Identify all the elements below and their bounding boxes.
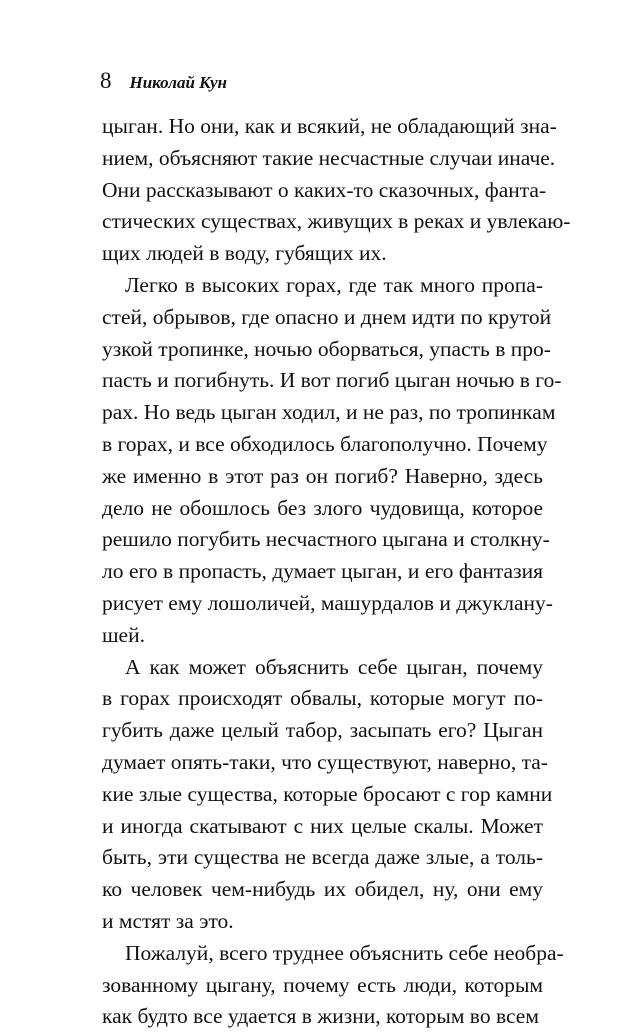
text-line: и мстят за это.	[102, 908, 234, 933]
running-head	[100, 66, 227, 96]
text-line: рах. Но ведь цыган ходил, и не раз, по тропинкам	[102, 400, 556, 425]
paragraph	[102, 111, 571, 270]
text-line: как будто все удается в жизни, которым во всем	[102, 1004, 539, 1029]
paragraph	[102, 652, 553, 938]
text-line: цыган. Но они, как и всякий, не обладающий зна-	[102, 114, 557, 138]
text-line: же именно в этот раз он погиб? Наверно, здесь	[102, 463, 543, 488]
page-number: 8	[100, 68, 112, 93]
text-line: щих людей в воду, губящих их.	[102, 241, 387, 266]
text-line: в горах происходят обвалы, которые могут по-	[102, 686, 543, 711]
text-line: ло его в пропасть, думает цыган, и его фантазия	[102, 559, 543, 584]
text-line: думает опять-таки, что существуют, наверно, та-	[102, 749, 548, 774]
text-line: шей.	[102, 622, 145, 647]
text-line: Пожалуй, всего труднее объяснить себе необра-	[125, 940, 564, 965]
paragraph	[102, 270, 562, 652]
body-text	[102, 111, 571, 1033]
text-line: зованному цыгану, почему есть люди, которым	[102, 972, 543, 997]
text-line: рисует ему лошоличей, машурдалов и джуклану-	[102, 590, 553, 615]
text-line: Они рассказывают о каких-то сказочных, фанта-	[102, 177, 547, 202]
text-line: узкой тропинке, ночью оборваться, упасть в про-	[102, 336, 551, 361]
paragraph	[102, 938, 564, 1033]
author-name: Николай Кун	[129, 73, 227, 92]
text-line: стей, обрывов, где опасно и днем идти по крутой	[102, 304, 552, 329]
text-line: решило погубить несчастного цыгана и столкну-	[102, 527, 550, 552]
text-line: дело не обошлось без злого чудовища, которое	[102, 495, 543, 520]
text-line: ко человек чем-нибудь их обидел, ну, они ему	[102, 877, 543, 902]
text-line: пасть и погибнуть. И вот погиб цыган ночью в го-	[102, 368, 562, 393]
text-line: кие злые существа, которые бросают с гор камни	[102, 781, 553, 806]
text-line: стических существах, живущих в реках и увлекаю-	[102, 209, 571, 234]
text-line: губить даже целый табор, засыпать его? Цыган	[102, 718, 543, 743]
text-line: нием, объясняют такие несчастные случаи иначе.	[102, 145, 556, 170]
text-line: в горах, и все обходилось благополучно. Почему	[102, 431, 548, 456]
text-line: Легко в высоких горах, где так много пропа-	[125, 272, 543, 297]
text-line: быть, эти существа не всегда даже злые, а толь-	[102, 845, 543, 870]
text-line: и иногда скатывают с них целые скалы. Может	[102, 813, 543, 838]
text-line: А как может объяснить себе цыган, почему	[125, 654, 543, 679]
